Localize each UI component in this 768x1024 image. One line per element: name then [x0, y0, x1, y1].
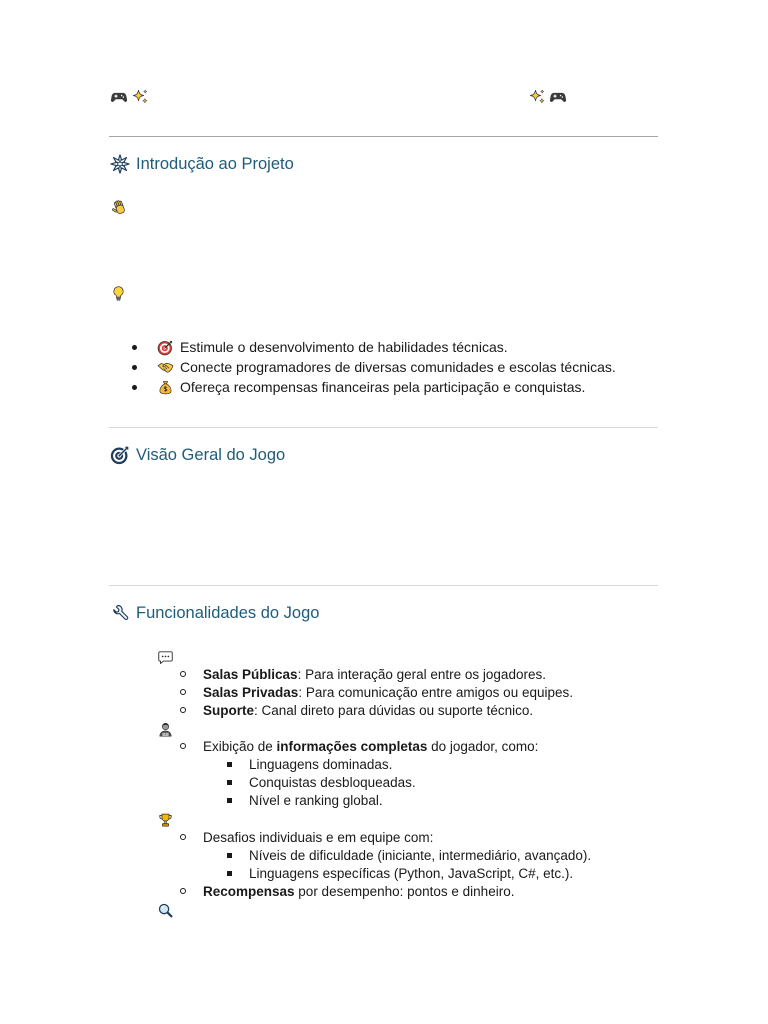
bullet — [180, 743, 186, 749]
list-item-text — [203, 703, 533, 718]
sparkles-icon — [131, 88, 149, 106]
list-item — [180, 737, 538, 755]
money-bag-icon — [157, 379, 174, 396]
header-right-icons — [528, 88, 567, 106]
bullet — [227, 762, 232, 767]
trophy-icon — [157, 812, 174, 829]
list-item — [180, 828, 433, 846]
list-item-lead: Exibição de — [203, 738, 277, 754]
gamepad-icon — [110, 88, 128, 106]
list-item — [227, 773, 416, 791]
list-item-bold: Salas Privadas — [203, 684, 299, 700]
list-item-text: Conquistas desbloqueadas. — [249, 774, 416, 790]
light-bulb-icon — [110, 285, 127, 302]
bullet — [132, 365, 137, 370]
list-item — [227, 864, 573, 882]
list-item-text — [203, 739, 538, 754]
list-item-text: Conecte programadores de diversas comunidades e escolas técnicas. — [180, 359, 616, 375]
header-left-icons — [110, 88, 149, 106]
list-item — [132, 377, 585, 397]
section-title: Funcionalidades do Jogo — [136, 603, 320, 622]
list-item — [132, 357, 616, 377]
speech-balloon-icon — [157, 649, 174, 666]
section-title: Introdução ao Projeto — [136, 154, 294, 173]
bullet — [227, 780, 232, 785]
bullet — [132, 345, 137, 350]
bullet — [180, 834, 186, 840]
handshake-icon — [157, 359, 174, 376]
waving-hand-icon — [111, 199, 128, 216]
bullet — [227, 853, 232, 858]
section-heading-intro — [110, 153, 294, 175]
list-item — [227, 755, 392, 773]
list-item-text — [203, 667, 546, 682]
list-item-text: Ofereça recompensas financeiras pela participação e conquistas. — [180, 379, 586, 395]
magnifier-icon — [157, 902, 174, 919]
collision-icon — [110, 154, 130, 174]
list-item-bold: Recompensas — [203, 883, 295, 899]
list-item-rest: do jogador, como: — [427, 738, 539, 754]
list-item-text: Níveis de dificuldade (iniciante, intermediário, avançado). — [249, 847, 592, 863]
list-item — [227, 791, 383, 809]
section-heading-features — [110, 602, 319, 624]
list-item-text: Desafios individuais e em equipe com: — [203, 829, 434, 845]
list-item-bold: informações completas — [276, 738, 428, 754]
list-item-rest: : Para comunicação entre amigos ou equipes. — [298, 684, 573, 700]
bullet — [227, 798, 232, 803]
sparkles-icon — [528, 88, 546, 106]
list-item-text: Linguagens específicas (Python, JavaScript, C#, etc.). — [249, 865, 574, 881]
divider — [109, 427, 658, 428]
divider — [109, 136, 658, 137]
list-item — [180, 665, 546, 683]
list-item — [180, 701, 533, 719]
list-item-rest: por desempenho: pontos e dinheiro. — [294, 883, 515, 899]
section-title: Visão Geral do Jogo — [136, 445, 286, 464]
bullet — [180, 689, 186, 695]
list-item-text: Estimule o desenvolvimento de habilidades técnicas. — [180, 339, 508, 355]
list-item-text — [203, 685, 573, 700]
list-item-rest: : Para interação geral entre os jogadores. — [297, 666, 546, 682]
wrench-icon — [110, 603, 130, 623]
list-item — [132, 337, 508, 357]
bullet — [180, 888, 186, 894]
list-item — [180, 683, 573, 701]
list-item-bold: Salas Públicas — [203, 666, 298, 682]
bullet — [227, 871, 232, 876]
direct-hit-icon — [157, 339, 174, 356]
target-icon — [110, 445, 130, 465]
gamepad-icon — [549, 88, 567, 106]
technologist-icon — [157, 721, 174, 738]
list-item-text: Nível e ranking global. — [249, 792, 383, 808]
list-item-bold: Suporte — [203, 702, 255, 718]
list-item-text: Linguagens dominadas. — [249, 756, 393, 772]
section-heading-overview — [110, 444, 285, 466]
list-item-rest: : Canal direto para dúvidas ou suporte técnico. — [254, 702, 534, 718]
list-item — [180, 882, 514, 900]
bullet — [180, 707, 186, 713]
bullet — [180, 671, 186, 677]
list-item — [227, 846, 591, 864]
list-item-text — [203, 884, 514, 899]
divider — [109, 585, 658, 586]
bullet — [132, 385, 137, 390]
